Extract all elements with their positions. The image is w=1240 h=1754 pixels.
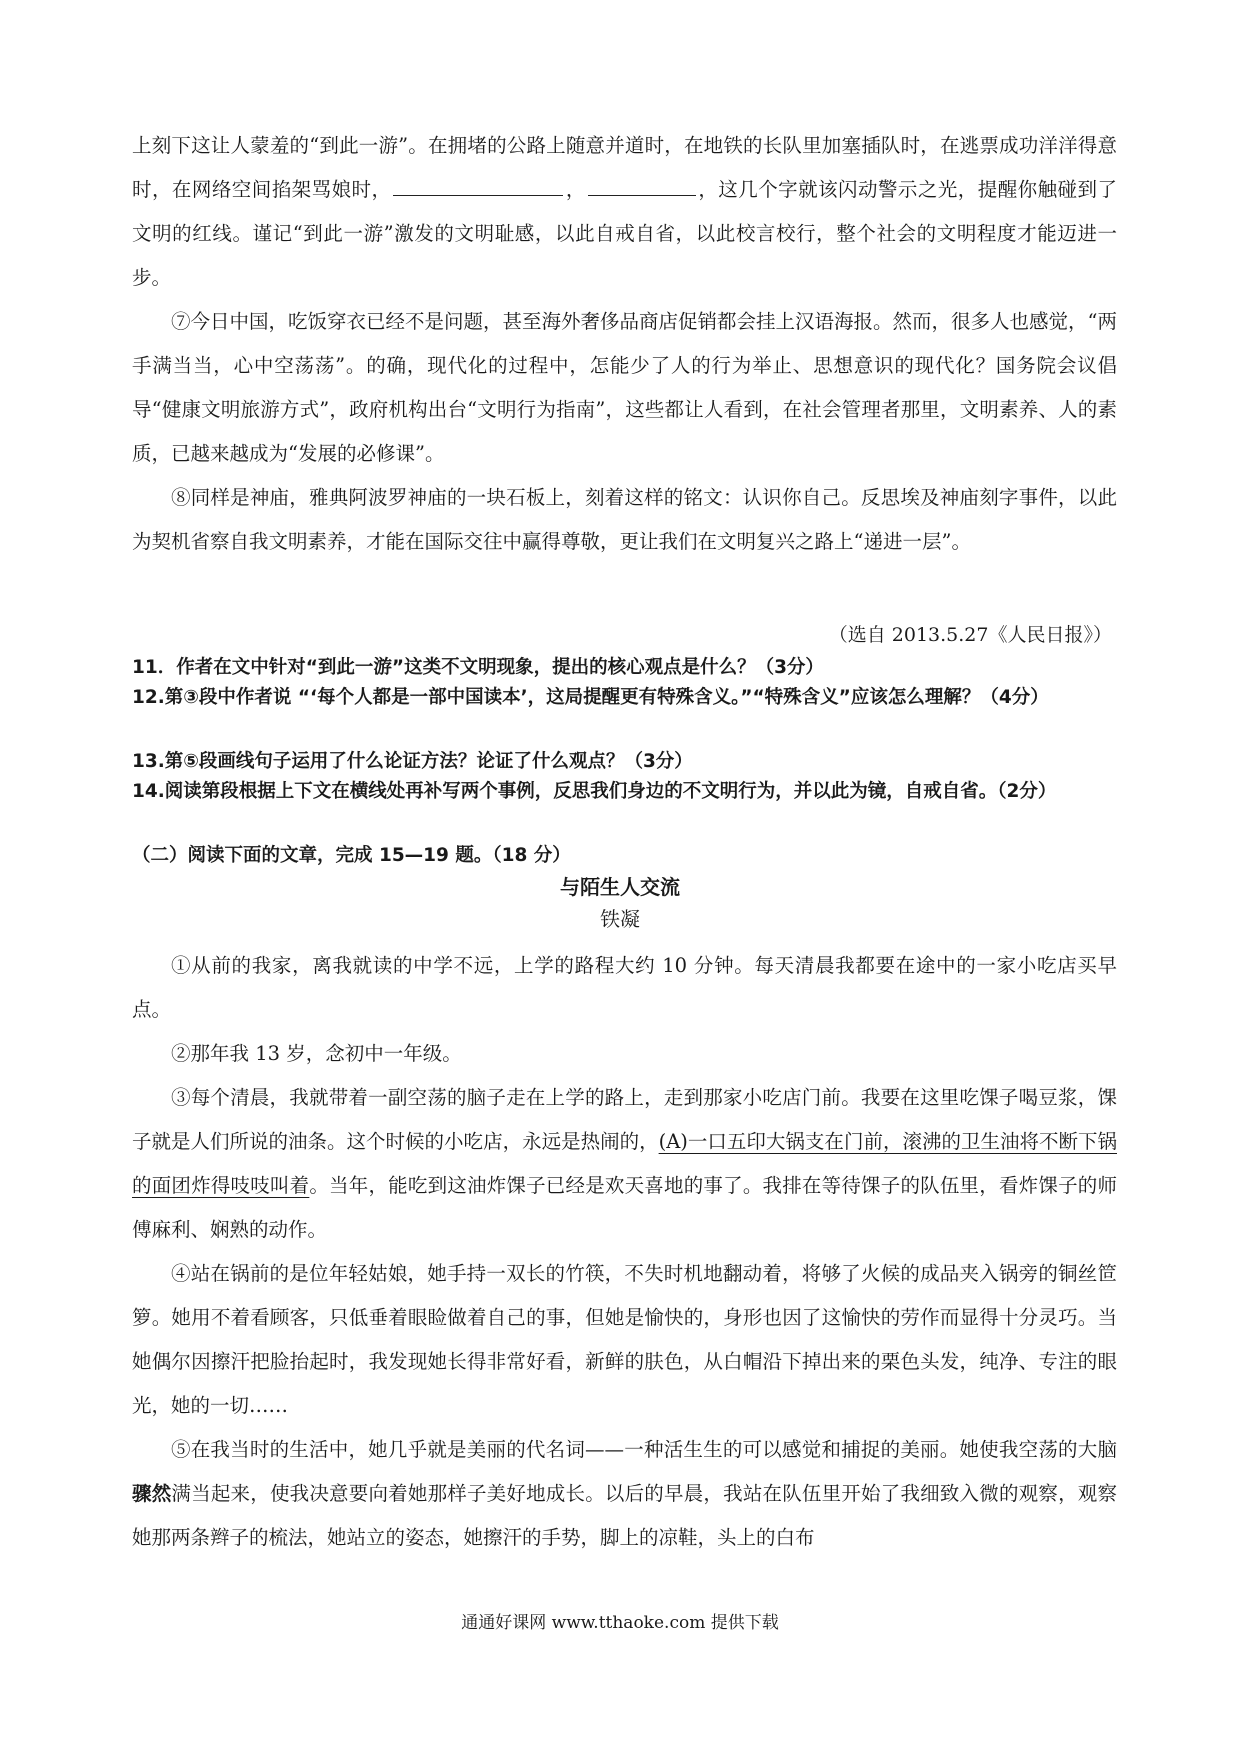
passage-one-block bbox=[132, 124, 1117, 564]
question-14: 14.阅读第段根据上下文在横线处再补写两个事例，反思我们身边的不文明行为，并以此为镜，自戒自省。（2分） bbox=[132, 781, 1057, 802]
article-paragraph-1: ①从前的我家，离我就读的中学不远，上学的路程大约 10 分钟。每天清晨我都要在途中的一家小吃店买早点。 bbox=[132, 954, 1117, 1021]
article-paragraph-3-text-b: 。当年，能吃到这油炸馃子已经是欢天喜地的事了。我排在等待馃子的队伍里，看炸馃子的师傅麻利、娴熟的动作。 bbox=[132, 1174, 1117, 1241]
fill-blank-2[interactable] bbox=[588, 175, 696, 196]
paragraph-7: ⑦今日中国，吃饭穿衣已经不是问题，甚至海外奢侈品商店促销都会挂上汉语海报。然而，很多人也感觉，“两手满当当，心中空荡荡”。的确，现代化的过程中，怎能少了人的行为举止、思想意识的现代化？国务院会议倡导“健康文明旅游方式”，政府机构出台“文明行为指南”，这些都让人看到，在社会管理者那里，文明素养、人的素质，已越来越成为“发展的必修课”。 bbox=[132, 310, 1117, 465]
question-13: 13.第⑤段画线句子运用了什么论证方法？论证了什么观点？（3分） bbox=[132, 751, 693, 772]
article-author: 铁凝 bbox=[600, 907, 640, 931]
paragraph-6-separator: ， bbox=[565, 178, 586, 201]
article-paragraph-5-text-b: 满当起来，使我决意要向着她那样子美好地成长。以后的早晨，我站在队伍里开始了我细致入微的观察，观察她那两条辫子的梳法，她站立的姿态，她擦汗的手势，脚上的凉鞋，头上的白布 bbox=[132, 1482, 1117, 1549]
question-12: 12.第③段中作者说 “‘每个人都是一部中国读本’，这局提醒更有特殊含义。”“特殊含义”应该怎么理解？（4分） bbox=[132, 687, 1049, 708]
paragraph-6 bbox=[132, 124, 1117, 300]
question-11: 11．作者在文中针对“到此一游”这类不文明现象，提出的核心观点是什么？（3分） bbox=[132, 657, 824, 678]
underlined-sentence-a: (A)一口五印大锅支在门前，滚沸的卫生油将不断下锅的面团炸得吱吱叫着 bbox=[132, 1130, 1117, 1197]
article-paragraph-4: ④站在锅前的是位年轻姑娘，她手持一双长的竹筷，不失时机地翻动着，将够了火候的成品夹入锅旁的铜丝笸箩。她用不着看顾客，只低垂着眼睑做着自己的事，但她是愉快的，身形也因了这愉快的劳作而显得十分灵巧。当她偶尔因擦汗把脸抬起时，我发现她长得非常好看，新鲜的肤色，从白帽沿下掉出来的栗色头发，纯净、专注的眼光，她的一切…… bbox=[132, 1262, 1117, 1417]
article-paragraph-5 bbox=[132, 1428, 1117, 1560]
article-paragraph-2: ②那年我 13 岁，念初中一年级。 bbox=[171, 1042, 462, 1065]
emphasized-word: 骤然 bbox=[132, 1482, 172, 1505]
article-paragraph-3-text-a: ③每个清晨，我就带着一副空荡的脑子走在上学的路上，走到那家小吃店门前。我要在这里吃馃子喝豆浆，馃子就是人们所说的油条。这个时候的小吃店，永远是热闹的， bbox=[132, 1086, 1117, 1153]
article-title: 与陌生人交流 bbox=[560, 875, 680, 899]
paragraph-8: ⑧同样是神庙，雅典阿波罗神庙的一块石板上，刻着这样的铭文：认识你自己。反思埃及神庙刻字事件，以此为契机省察自我文明素养，才能在国际交往中赢得尊敬，更让我们在文明复兴之路上“递进一层”。 bbox=[132, 486, 1117, 553]
article-paragraph-5-text-a: ⑤在我当时的生活中，她几乎就是美丽的代名词——一种活生生的可以感觉和捕捉的美丽。她使我空荡的大脑 bbox=[171, 1438, 1117, 1461]
paragraph-6-text-b: ，这几个字就该闪动警示之光，提醒你触碰到了文明的红线。谨记“到此一游”激发的文明耻感，以此自戒自省，以此校言校行，整个社会的文明程度才能迈进一步。 bbox=[132, 178, 1117, 289]
section-two-heading: （二）阅读下面的文章，完成 15—19 题。（18 分） bbox=[132, 845, 571, 866]
fill-blank-1[interactable] bbox=[393, 175, 563, 196]
source-citation: （选自 2013.5.27《人民日报》） bbox=[828, 624, 1112, 646]
article-paragraph-3 bbox=[132, 1076, 1117, 1252]
page-footer: 通通好课网 www.tthaoke.com 提供下载 bbox=[461, 1613, 779, 1633]
paragraph-6-text-a: 上刻下这让人蒙羞的“到此一游”。在拥堵的公路上随意并道时，在地铁的长队里加塞插队时，在逃票成功洋洋得意时，在网络空间掐架骂娘时， bbox=[132, 134, 1117, 201]
passage-two-block bbox=[132, 944, 1117, 1560]
